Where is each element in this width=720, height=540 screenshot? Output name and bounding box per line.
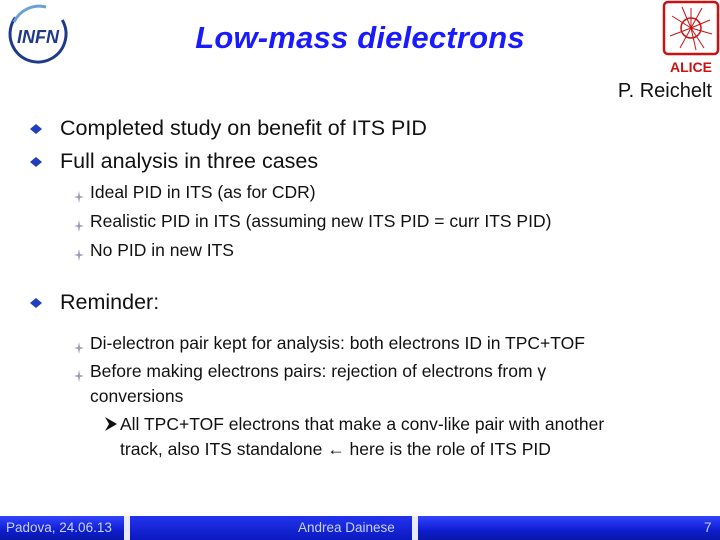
footer-divider <box>412 516 418 540</box>
sparkle-bullet-icon <box>74 244 84 266</box>
sub-bullet-text: Before making electrons pairs: rejection of electrons from γ <box>90 361 547 381</box>
alice-logo-text: ALICE <box>670 59 712 75</box>
sparkle-bullet-icon <box>74 365 84 387</box>
footer-presenter: Andrea Dainese <box>298 520 395 535</box>
footer-divider <box>124 516 130 540</box>
footer-bar <box>0 516 720 540</box>
sparkle-bullet-icon <box>74 337 84 359</box>
sub-bullet-text: Realistic PID in ITS (assuming new ITS PID = curr ITS PID) <box>90 211 552 231</box>
sub-bullet-text: No PID in new ITS <box>90 240 234 260</box>
bullet-text: Full analysis in three cases <box>60 149 319 173</box>
sparkle-bullet-icon <box>74 215 84 237</box>
sub-sub-bullet-text: track, also ITS standalone ← here is the role of ITS PID <box>120 439 551 459</box>
bullet-text: Reminder: <box>60 290 160 314</box>
footer-location-date: Padova, 24.06.13 <box>6 520 112 535</box>
author-name: P. Reichelt <box>617 80 712 102</box>
sub-bullet-text: Ideal PID in ITS (as for CDR) <box>90 182 316 202</box>
sparkle-bullet-icon <box>74 186 84 208</box>
slide-title: Low-mass dielectrons <box>195 20 525 55</box>
sub-bullet-text: Di-electron pair kept for analysis: both electrons ID in TPC+TOF <box>90 333 585 353</box>
infn-logo-text: INFN <box>17 27 59 47</box>
sub-bullet-text: conversions <box>90 386 184 406</box>
sub-sub-bullet-text: All TPC+TOF electrons that make a conv-like pair with another <box>120 414 605 434</box>
bullet-text: Completed study on benefit of ITS PID <box>60 116 427 140</box>
page-number: 7 <box>704 520 712 535</box>
